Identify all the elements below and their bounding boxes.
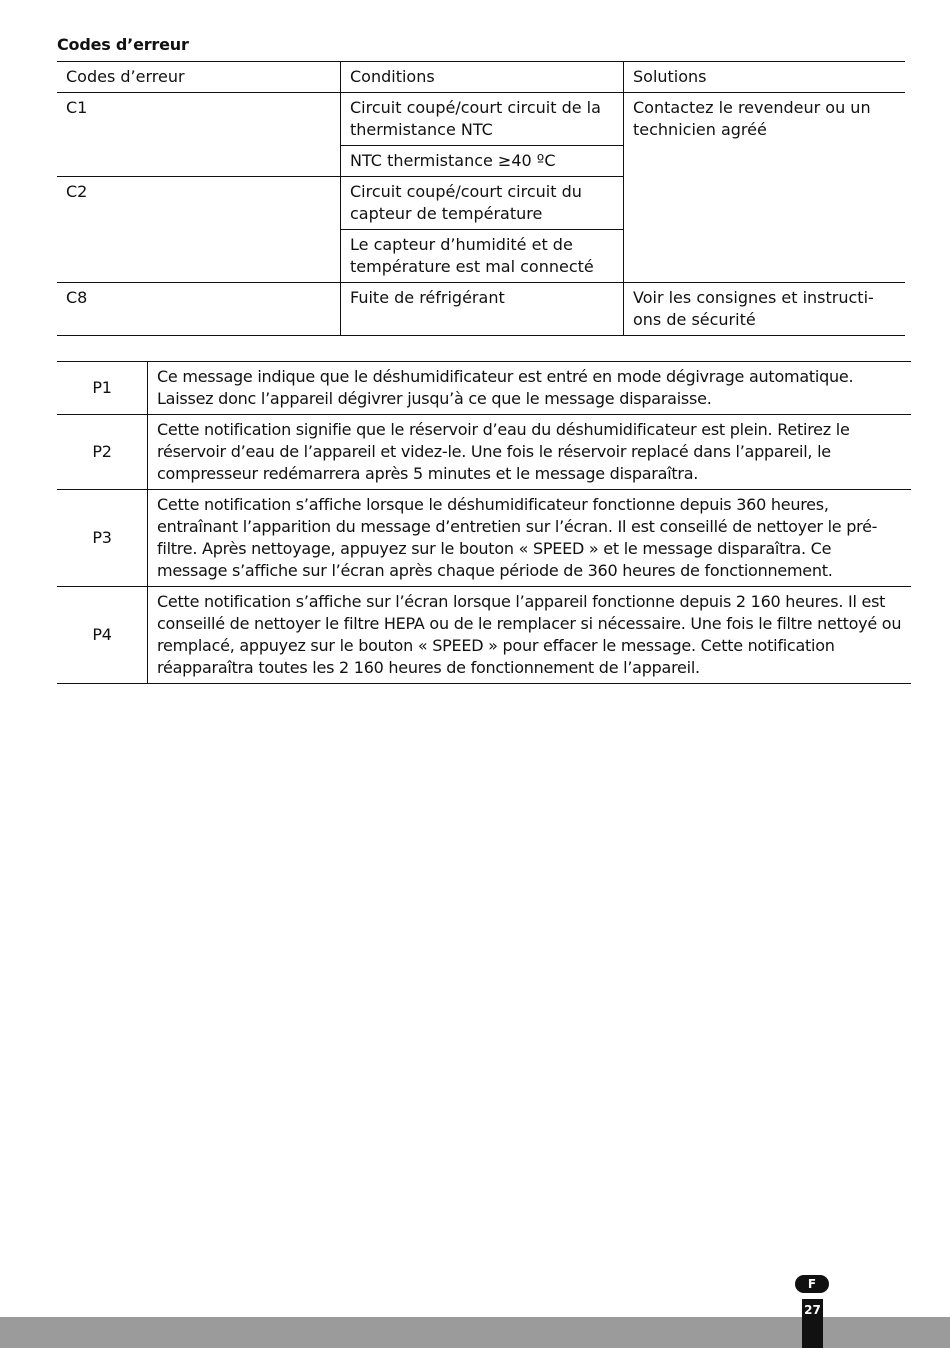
table-row xyxy=(57,93,905,146)
error-code: C1 xyxy=(57,93,341,177)
message-code: P3 xyxy=(57,490,148,587)
table-row xyxy=(57,587,911,684)
page-number: 27 xyxy=(802,1299,823,1348)
error-codes-table xyxy=(57,61,905,336)
table-header-row xyxy=(57,62,905,93)
message-text: Cette notification signifie que le réservoir d’eau du déshumidificateur est plein. Retirez le réservoir d’eau de l’appareil et videz-le. Une fois le réservoir replacé dans l’appareil, le compresseur redémarrera après 5 minutes et le message disparaîtra. xyxy=(148,415,912,490)
error-condition: NTC thermistance ≥40 ºC xyxy=(341,146,624,177)
message-code: P2 xyxy=(57,415,148,490)
table-row xyxy=(57,283,905,336)
error-condition: Circuit coupé/court circuit de la thermistance NTC xyxy=(341,93,624,146)
error-code: C8 xyxy=(57,283,341,336)
section-title: Codes d’erreur xyxy=(57,35,189,54)
table-row xyxy=(57,362,911,415)
error-condition: Circuit coupé/court circuit du capteur de température xyxy=(341,177,624,230)
message-text: Cette notification s’affiche lorsque le déshumidificateur fonctionne depuis 360 heures, entraînant l’apparition du message d’entretien sur l’écran. Il est conseillé de nettoyer le pré-filtre. Après nettoyage, appuyez sur le bouton « SPEED » et le message disparaîtra. Ce message s’affiche sur l’écran après chaque période de 360 heures de fonctionnement. xyxy=(148,490,912,587)
error-code: C2 xyxy=(57,177,341,283)
message-code: P4 xyxy=(57,587,148,684)
header-solutions: Solutions xyxy=(624,62,906,93)
error-condition: Fuite de réfrigérant xyxy=(341,283,624,336)
language-badge: F xyxy=(795,1275,829,1293)
message-codes-table xyxy=(57,361,911,684)
table-row xyxy=(57,490,911,587)
message-text: Ce message indique que le déshumidificateur est entré en mode dégivrage automatique. Laissez donc l’appareil dégivrer jusqu’à ce que le message disparaisse. xyxy=(157,367,854,408)
table-row xyxy=(57,415,911,490)
message-code: P1 xyxy=(57,362,148,415)
error-solution: Contactez le revendeur ou un technicien agréé xyxy=(624,93,906,283)
error-solution: Voir les consignes et instructi-ons de sécurité xyxy=(624,283,906,336)
header-codes: Codes d’erreur xyxy=(66,67,185,86)
error-condition: Le capteur d’humidité et de température est mal connecté xyxy=(341,230,624,283)
message-text: Cette notification s’affiche sur l’écran lorsque l’appareil fonctionne depuis 2 160 heures. Il est conseillé de nettoyer le filtre HEPA ou de le remplacer si nécessaire. Une fois le filtre nettoyé ou remplacé, appuyez sur le bouton « SPEED » pour effacer le message. Cette notification réapparaîtra toutes les 2 160 heures de fonctionnement de l’appareil. xyxy=(148,587,912,684)
header-conditions: Conditions xyxy=(341,62,624,93)
